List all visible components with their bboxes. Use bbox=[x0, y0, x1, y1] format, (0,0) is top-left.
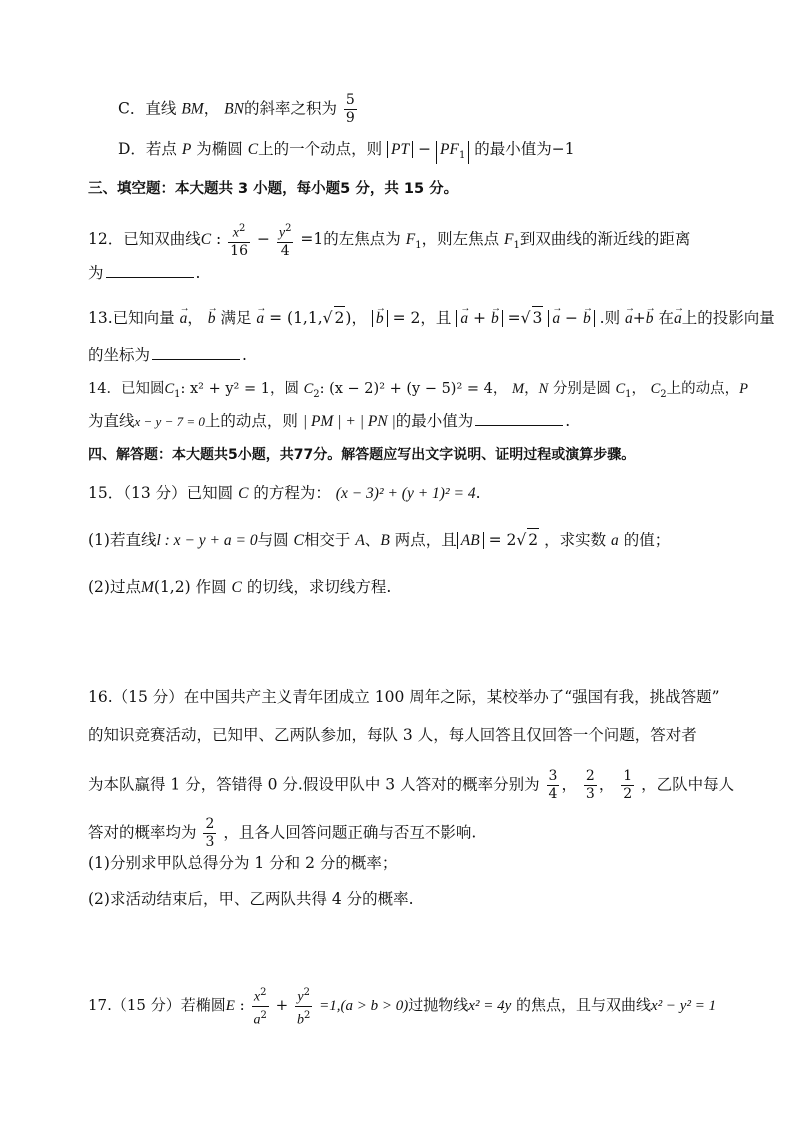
question-12-line2: 为 . bbox=[88, 264, 201, 282]
question-15-part1: (1)若直线l : x − y + a = 0与圆 C相交于 A、B 两点，且 AB = 2√ 2 ，求实数 a 的值； bbox=[88, 528, 670, 552]
fraction-5-9: $\frac{5}{9}$ bbox=[345, 92, 355, 126]
question-17: 17.（15 分）若椭圆E : $\frac{x^2}{a^2}$ + $\frac{y^2}{b^2}$ =1,(a > b > 0)过抛物线x² = 4y 的焦点，且与双曲线x² − y² = 1 bbox=[88, 984, 716, 1028]
answer-blank-14[interactable] bbox=[475, 411, 563, 426]
answer-blank-12[interactable] bbox=[106, 263, 194, 278]
option-d: D．若点 P 为椭圆 C上的一个动点，则 PT − $PF_1$ 的最小值为−1 bbox=[118, 138, 575, 164]
question-13-line2: 的坐标为 . bbox=[88, 346, 247, 364]
question-15-part2: (2)过点M(1,2) 作圆 C 的切线，求切线方程. bbox=[88, 578, 392, 596]
option-c: C．直线 BM， BN的斜率之积为 $\frac{5}{9}$ bbox=[118, 92, 355, 126]
question-14-line2: 为直线x − y − 7 = 0上的动点，则 | PM | + | PN |的最小值为 . bbox=[88, 412, 571, 430]
question-15: 15．（13 分）已知圆 C 的方程为： (x − 3)² + (y + 1)² = 4. bbox=[88, 484, 481, 502]
question-16-line1: 16.（15 分）在中国共产主义青年团成立 100 周年之际，某校举办了“强国有我，挑战答题” bbox=[88, 688, 720, 706]
answer-blank-13[interactable] bbox=[152, 345, 240, 360]
question-16-line2: 的知识竞赛活动，已知甲、乙两队参加，每队 3 人，每人回答且仅回答一个问题，答对者 bbox=[88, 726, 697, 744]
question-16-part1: (1)分别求甲队总得分为 1 分和 2 分的概率； bbox=[88, 854, 398, 872]
question-16-part2: (2)求活动结束后，甲、乙两队共得 4 分的概率. bbox=[88, 890, 414, 908]
question-16-line3: 为本队赢得 1 分，答错得 0 分.假设甲队中 3 人答对的概率分别为 $\frac{3}{4}$ ， $\frac{2}{3}$ ， $\frac{1}{2}$ ，乙队中每人 bbox=[88, 768, 735, 802]
section-4-title: 四、解答题：本大题共5小题，共77分。解答题应写出文字说明、证明过程或演算步骤。 bbox=[88, 447, 636, 463]
question-13: 13.已知向量 → a， → b 满足 → a = (1,1,√ 2)， → b = 2，且 → a + → b =√ 3 → a − → b .则 → a+→ b 在→ a上的投影向量 bbox=[88, 306, 775, 330]
question-16-line4: 答对的概率均为 $\frac{2}{3}$ ，且各人回答问题正确与否互不影响. bbox=[88, 816, 477, 850]
question-12: 12．已知双曲线C : $\frac{x^2}{16}$ − $\frac{y^2}{4}$ =1的左焦点为 $F_1$，则左焦点 $F_1$到双曲线的渐近线的距离 bbox=[88, 220, 690, 260]
section-3-title: 三、填空题：本大题共 3 小题，每小题5 分，共 15 分。 bbox=[88, 181, 459, 197]
question-14: 14．已知圆$C_1$: x² + y² = 1，圆 $C_2$: (x − 2)² + (y − 5)² = 4， M，N 分别是圆 $C_1$， $C_2$上的动点，P bbox=[88, 381, 749, 400]
